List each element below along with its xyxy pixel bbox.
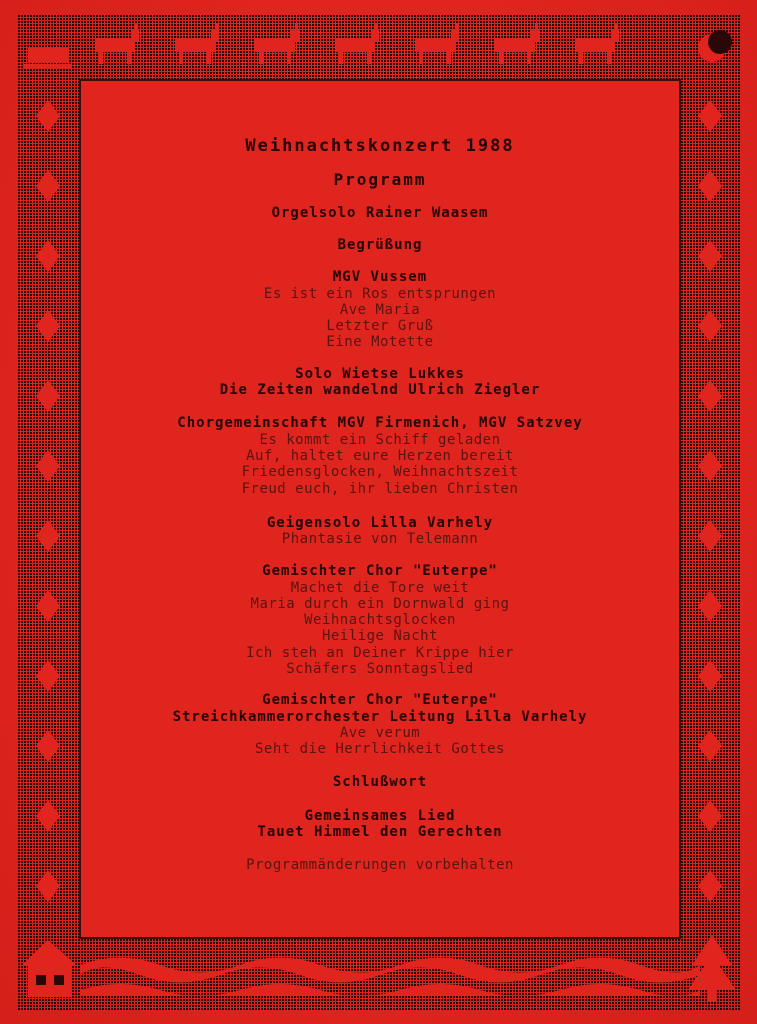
program-line: Phantasie von Telemann	[281, 531, 479, 547]
program-line: Tauet Himmel den Gerechten	[257, 824, 503, 840]
program-line: Geigensolo Lilla Varhely	[266, 515, 494, 531]
program-line: Solo Wietse Lukkes	[295, 366, 465, 382]
footer-note: Programmänderungen vorbehalten	[246, 857, 514, 873]
program-line: Es kommt ein Schiff geladen	[259, 432, 501, 448]
program-line: Freud euch, ihr lieben Christen	[241, 481, 519, 497]
program-line: Maria durch ein Dornwald ging	[250, 596, 510, 612]
concert-title: Weihnachtskonzert 1988	[245, 136, 515, 156]
program-line: Letzter Gruß	[326, 318, 434, 334]
program-line: Streichkammerorchester Leitung Lilla Varhely	[172, 709, 588, 725]
program-line: Schlußwort	[332, 774, 428, 790]
program-line: Heilige Nacht	[321, 628, 439, 644]
program-line: Chorgemeinschaft MGV Firmenich, MGV Satzvey	[177, 415, 583, 431]
program-line: Eine Motette	[326, 334, 434, 350]
program-line: Ave verum	[339, 725, 421, 741]
program-heading: Programm	[333, 170, 427, 189]
program-line: Die Zeiten wandelnd Ulrich Ziegler	[219, 382, 541, 398]
program-line: Begrüßung	[337, 237, 423, 253]
program-line: Ave Maria	[339, 302, 421, 318]
program-line: Gemischter Chor "Euterpe"	[262, 692, 498, 708]
program-line: MGV Vussem	[332, 269, 428, 285]
program-line: Weihnachtsglocken	[304, 612, 456, 628]
program-line: Gemeinsames Lied	[304, 808, 456, 824]
program-line: Schäfers Sonntagslied	[286, 661, 474, 677]
program-line: Ich steh an Deiner Krippe hier	[246, 645, 514, 661]
program-line: Machet die Tore weit	[290, 580, 470, 596]
program-line: Es ist ein Ros entsprungen	[263, 286, 497, 302]
program-line: Gemischter Chor "Euterpe"	[262, 563, 498, 579]
program-line: Orgelsolo Rainer Waasem	[271, 205, 489, 221]
program-line: Auf, haltet eure Herzen bereit	[246, 448, 514, 464]
program-line: Seht die Herrlichkeit Gottes	[254, 741, 505, 757]
program-line: Friedensglocken, Weihnachtszeit	[241, 464, 519, 480]
